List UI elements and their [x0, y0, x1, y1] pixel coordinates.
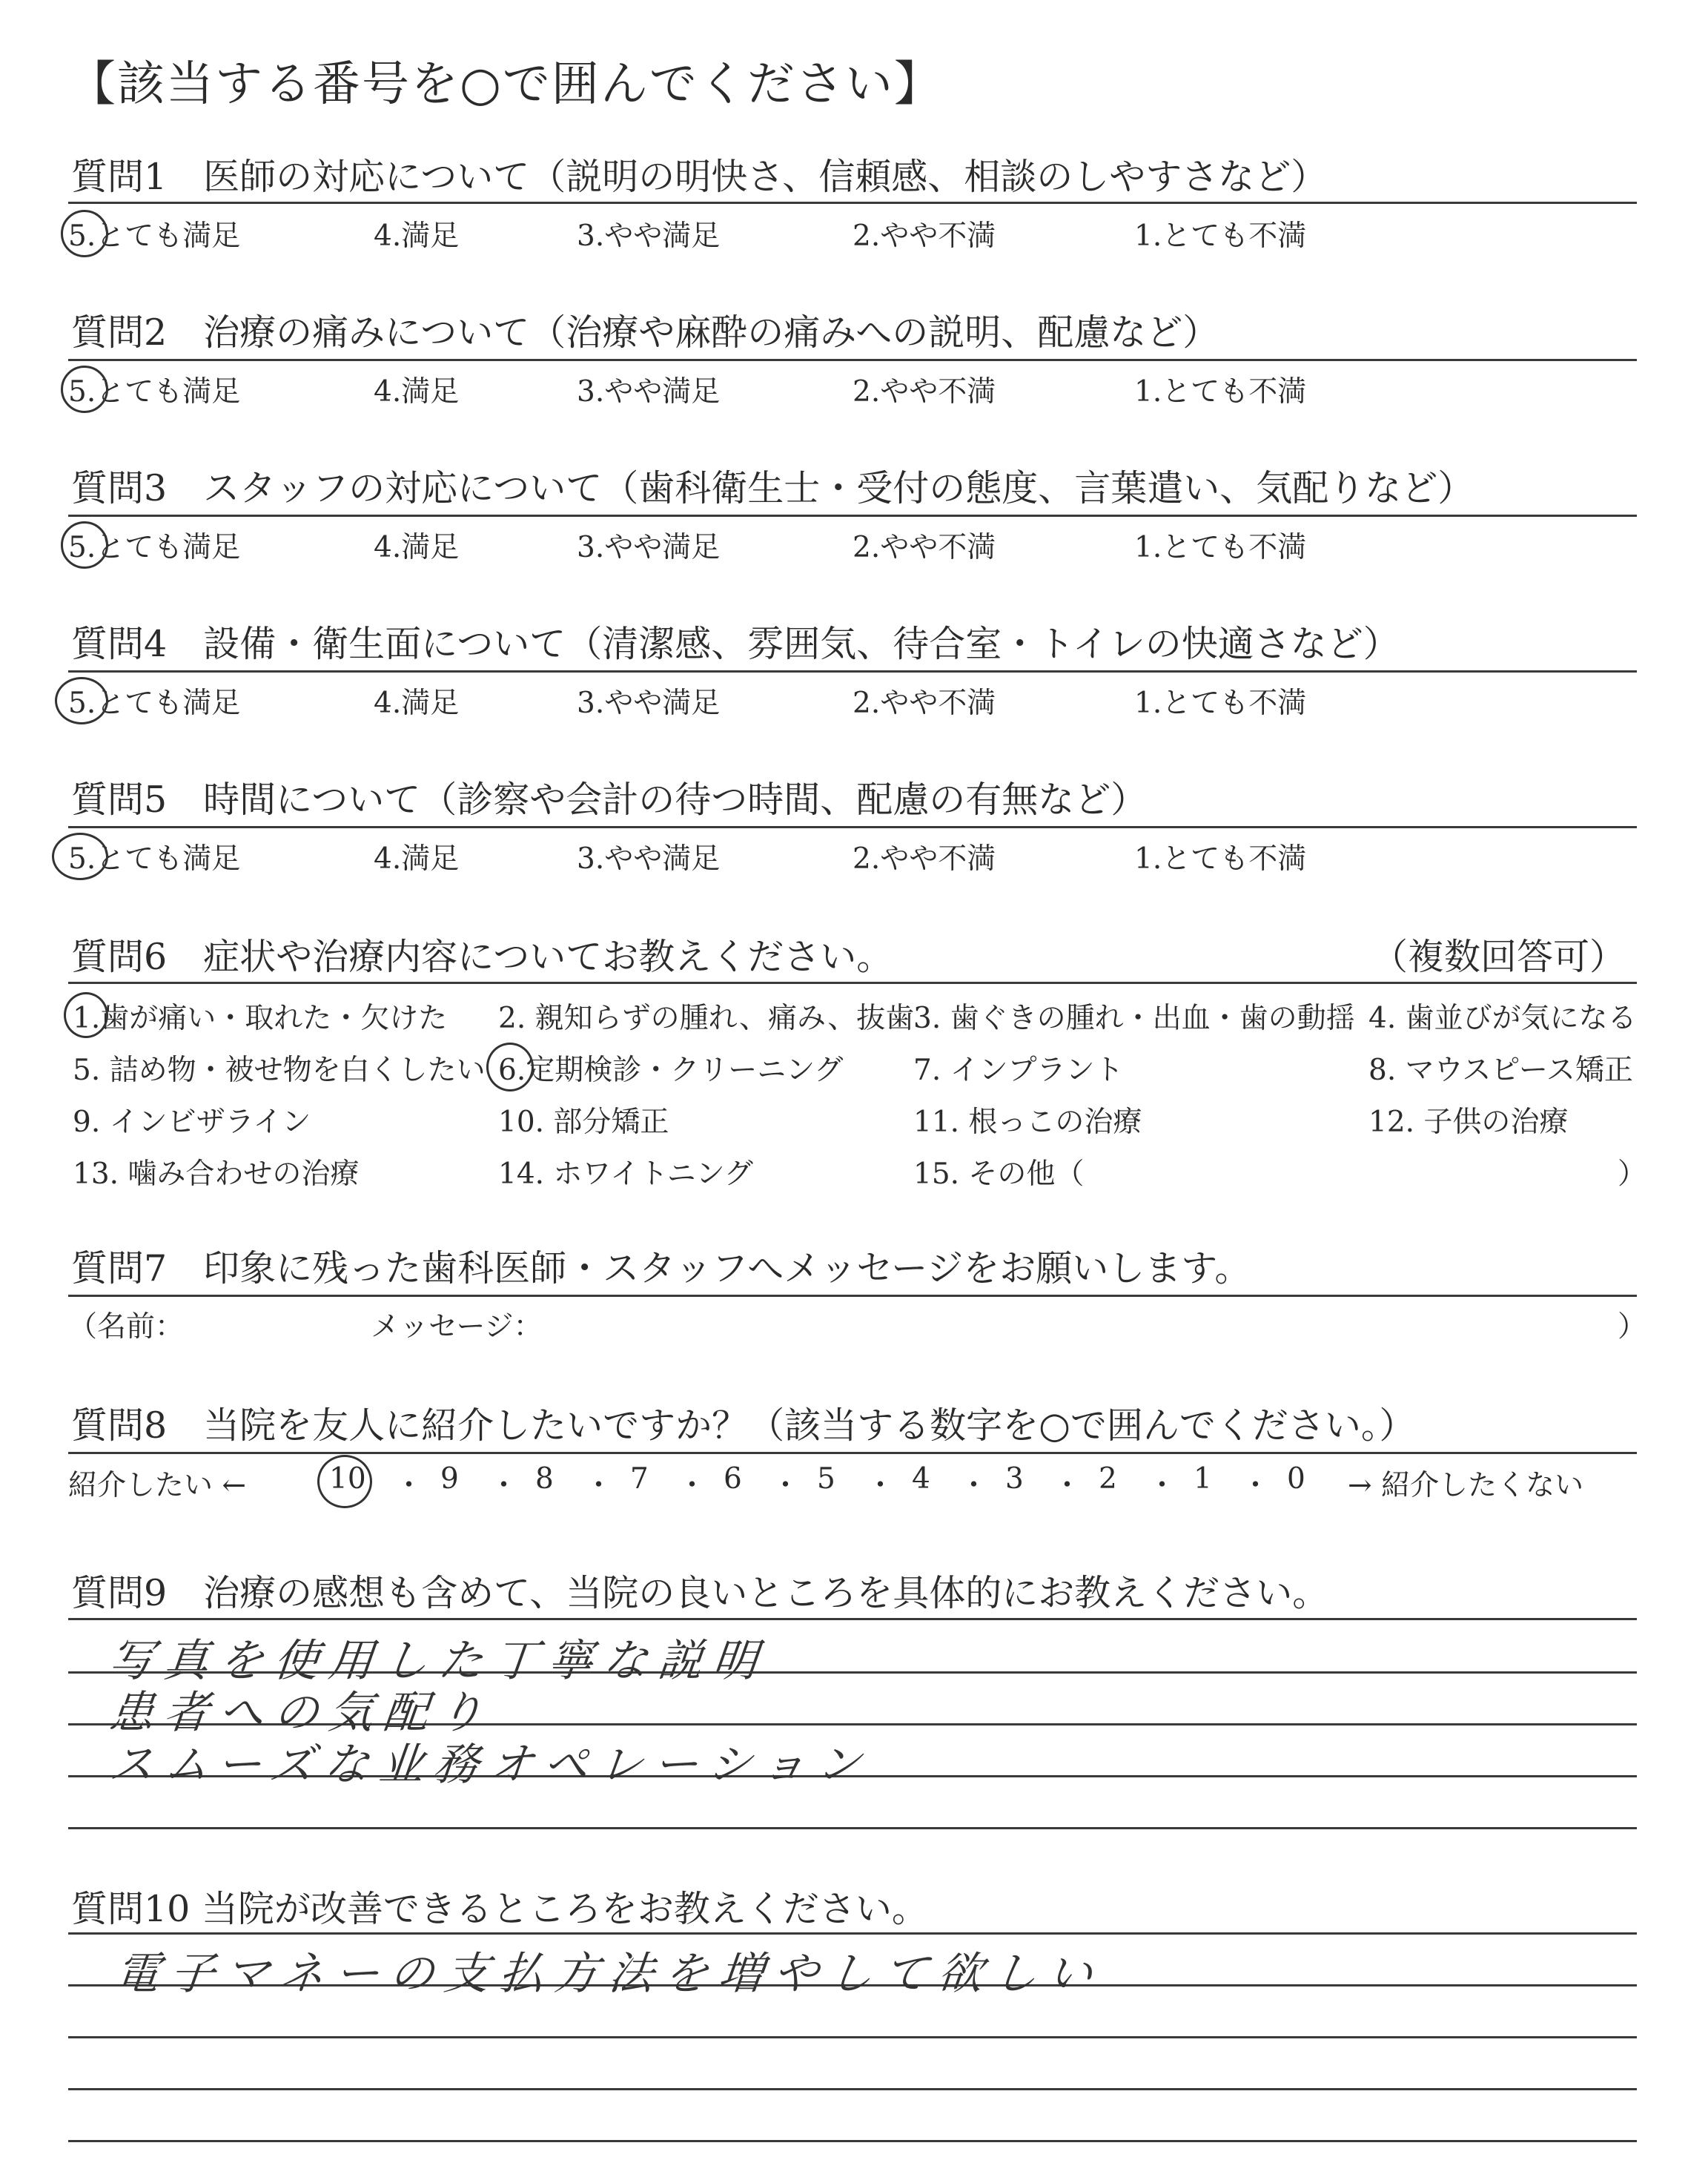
- q7-name-label: （名前：: [68, 1310, 185, 1344]
- q1-option-4[interactable]: 4.満足: [374, 219, 460, 253]
- q8-score-10[interactable]: 10: [329, 1462, 366, 1496]
- q2-option-2[interactable]: 2.やや不満: [853, 375, 996, 409]
- q9-answer-line-1: 写真を使用した丁寧な説明: [106, 1635, 771, 1687]
- q8-score-0[interactable]: 0: [1287, 1462, 1305, 1496]
- q1-option-2[interactable]: 2.やや不満: [853, 219, 996, 253]
- q10-rule-5: [68, 2140, 1637, 2142]
- q4-selection-circle: [55, 677, 108, 724]
- q6-selection-circle-1: [64, 992, 108, 1038]
- q8-score-1[interactable]: 1: [1194, 1462, 1212, 1496]
- q6-option-8[interactable]: 8. マウスピース矯正: [1368, 1054, 1633, 1087]
- q1-selection-circle: [61, 210, 108, 257]
- q3-option-5[interactable]: 5.とても満足: [68, 531, 241, 564]
- q8-dot: ・: [584, 1469, 614, 1502]
- q6-option-14[interactable]: 14. ホワイトニング: [498, 1157, 753, 1191]
- question-4-rule: [68, 670, 1637, 673]
- question-10-label: 質問10 当院が改善できるところをお教えください。: [71, 1888, 928, 1930]
- question-4-label: 質問4 設備・衛生面について（清潔感、雰囲気、待合室・トイレの快適さなど）: [71, 623, 1400, 665]
- q8-dot: ・: [1148, 1469, 1177, 1502]
- q8-dot: ・: [866, 1469, 896, 1502]
- q5-option-1[interactable]: 1.とても不満: [1134, 842, 1307, 876]
- q6-option-1[interactable]: 1.歯が痛い・取れた・欠けた: [73, 1002, 448, 1035]
- q10-rule-1: [68, 1932, 1637, 1935]
- q8-dot: ・: [489, 1469, 519, 1502]
- q4-option-4[interactable]: 4.満足: [374, 687, 460, 720]
- q6-option-15-close: ）: [1618, 1157, 1647, 1191]
- q8-score-2[interactable]: 2: [1099, 1462, 1117, 1496]
- q9-rule-5: [68, 1827, 1637, 1829]
- q6-option-10[interactable]: 10. 部分矯正: [498, 1106, 669, 1139]
- q6-option-9[interactable]: 9. インビザライン: [73, 1106, 311, 1139]
- page-title: 【該当する番号を○で囲んでください】: [68, 57, 943, 112]
- q2-option-1[interactable]: 1.とても不満: [1134, 375, 1307, 409]
- q6-option-11[interactable]: 11. 根っこの治療: [913, 1106, 1142, 1139]
- q4-option-5[interactable]: 5.とても満足: [68, 687, 241, 720]
- question-3-label: 質問3 スタッフの対応について（歯科衛生士・受付の態度、言葉遣い、気配りなど）: [71, 467, 1474, 509]
- q5-selection-circle: [52, 833, 108, 880]
- q1-option-5[interactable]: 5.とても満足: [68, 219, 241, 253]
- question-9-label: 質問9 治療の感想も含めて、当院の良いところを具体的にお教えください。: [71, 1572, 1329, 1614]
- question-8-rule: [68, 1452, 1637, 1454]
- q3-option-1[interactable]: 1.とても不満: [1134, 531, 1307, 564]
- q6-option-6[interactable]: 6.定期検診・クリーニング: [498, 1054, 844, 1087]
- q10-rule-3: [68, 2036, 1637, 2038]
- q3-selection-circle: [61, 521, 108, 569]
- q2-selection-circle: [61, 366, 108, 413]
- q1-option-3[interactable]: 3.やや満足: [577, 219, 721, 253]
- q7-message-label: メッセージ：: [371, 1310, 543, 1344]
- q6-option-4[interactable]: 4. 歯並びが気になる: [1368, 1002, 1637, 1035]
- question-1-rule: [68, 202, 1637, 204]
- q4-option-2[interactable]: 2.やや不満: [853, 687, 996, 720]
- question-2-label: 質問2 治療の痛みについて（治療や麻酔の痛みへの説明、配慮など）: [71, 311, 1219, 354]
- q3-option-3[interactable]: 3.やや満足: [577, 531, 721, 564]
- q8-dot: ・: [1053, 1469, 1082, 1502]
- q8-score-5[interactable]: 5: [817, 1462, 835, 1496]
- q5-option-5[interactable]: 5.とても満足: [68, 842, 241, 876]
- q3-option-4[interactable]: 4.満足: [374, 531, 460, 564]
- q6-option-12[interactable]: 12. 子供の治療: [1368, 1106, 1569, 1139]
- q9-answer-line-2: 患者への気配り: [106, 1687, 497, 1739]
- q8-score-7[interactable]: 7: [630, 1462, 649, 1496]
- question-5-rule: [68, 826, 1637, 828]
- q8-selection-circle: [317, 1455, 372, 1508]
- q8-left-label: 紹介したい ←: [68, 1469, 247, 1502]
- q5-option-2[interactable]: 2.やや不満: [853, 842, 996, 876]
- q2-option-3[interactable]: 3.やや満足: [577, 375, 721, 409]
- q4-option-1[interactable]: 1.とても不満: [1134, 687, 1307, 720]
- q6-option-7[interactable]: 7. インプラント: [913, 1054, 1124, 1087]
- q5-option-3[interactable]: 3.やや満足: [577, 842, 721, 876]
- q9-answer-line-3: スムーズな业務オペレーション: [106, 1739, 874, 1791]
- q7-close: ）: [1618, 1310, 1647, 1344]
- q8-dot: ・: [771, 1469, 801, 1502]
- q6-option-13[interactable]: 13. 噛み合わせの治療: [73, 1157, 360, 1191]
- q1-option-1[interactable]: 1.とても不満: [1134, 219, 1307, 253]
- question-1-label: 質問1 医師の対応について（説明の明快さ、信頼感、相談のしやすさなど）: [71, 156, 1328, 198]
- q8-score-4[interactable]: 4: [912, 1462, 930, 1496]
- q2-option-4[interactable]: 4.満足: [374, 375, 460, 409]
- question-6-label: 質問6 症状や治療内容についてお教えください。: [71, 936, 893, 978]
- question-7-label: 質問7 印象に残った歯科医師・スタッフへメッセージをお願いします。: [71, 1247, 1251, 1289]
- q4-option-3[interactable]: 3.やや満足: [577, 687, 721, 720]
- q5-option-4[interactable]: 4.満足: [374, 842, 460, 876]
- q9-rule-1: [68, 1618, 1637, 1620]
- q8-score-3[interactable]: 3: [1005, 1462, 1024, 1496]
- q8-dot: ・: [678, 1469, 707, 1502]
- q3-option-2[interactable]: 2.やや不満: [853, 531, 996, 564]
- question-2-rule: [68, 359, 1637, 361]
- question-6-rule: [68, 982, 1637, 984]
- q6-option-2[interactable]: 2. 親知らずの腫れ、痛み、抜歯: [498, 1002, 915, 1035]
- question-7-rule: [68, 1295, 1637, 1297]
- q8-score-9[interactable]: 9: [440, 1462, 459, 1496]
- q10-answer-line-1: 電子マネーの支払方法を増やして欲しい: [112, 1948, 1106, 2000]
- question-5-label: 質問5 時間について（診察や会計の待つ時間、配慮の有無など）: [71, 779, 1148, 821]
- question-3-rule: [68, 515, 1637, 517]
- q6-option-3[interactable]: 3. 歯ぐきの腫れ・出血・歯の動揺: [913, 1002, 1355, 1035]
- q6-selection-circle-6: [486, 1043, 534, 1091]
- question-6-note: （複数回答可）: [1371, 936, 1626, 978]
- q10-rule-4: [68, 2088, 1637, 2090]
- q6-option-15[interactable]: 15. その他（: [913, 1157, 1085, 1191]
- q8-dot: ・: [394, 1469, 424, 1502]
- q2-option-5[interactable]: 5.とても満足: [68, 375, 241, 409]
- q8-dot: ・: [959, 1469, 989, 1502]
- q8-score-8[interactable]: 8: [535, 1462, 554, 1496]
- q8-right-label: → 紹介したくない: [1348, 1469, 1584, 1502]
- q8-dot: ・: [1241, 1469, 1271, 1502]
- question-8-label: 質問8 当院を友人に紹介したいですか？（該当する数字を○で囲んでください。）: [71, 1404, 1416, 1447]
- q8-score-6[interactable]: 6: [724, 1462, 742, 1496]
- q6-option-5[interactable]: 5. 詰め物・被せ物を白くしたい: [73, 1054, 486, 1087]
